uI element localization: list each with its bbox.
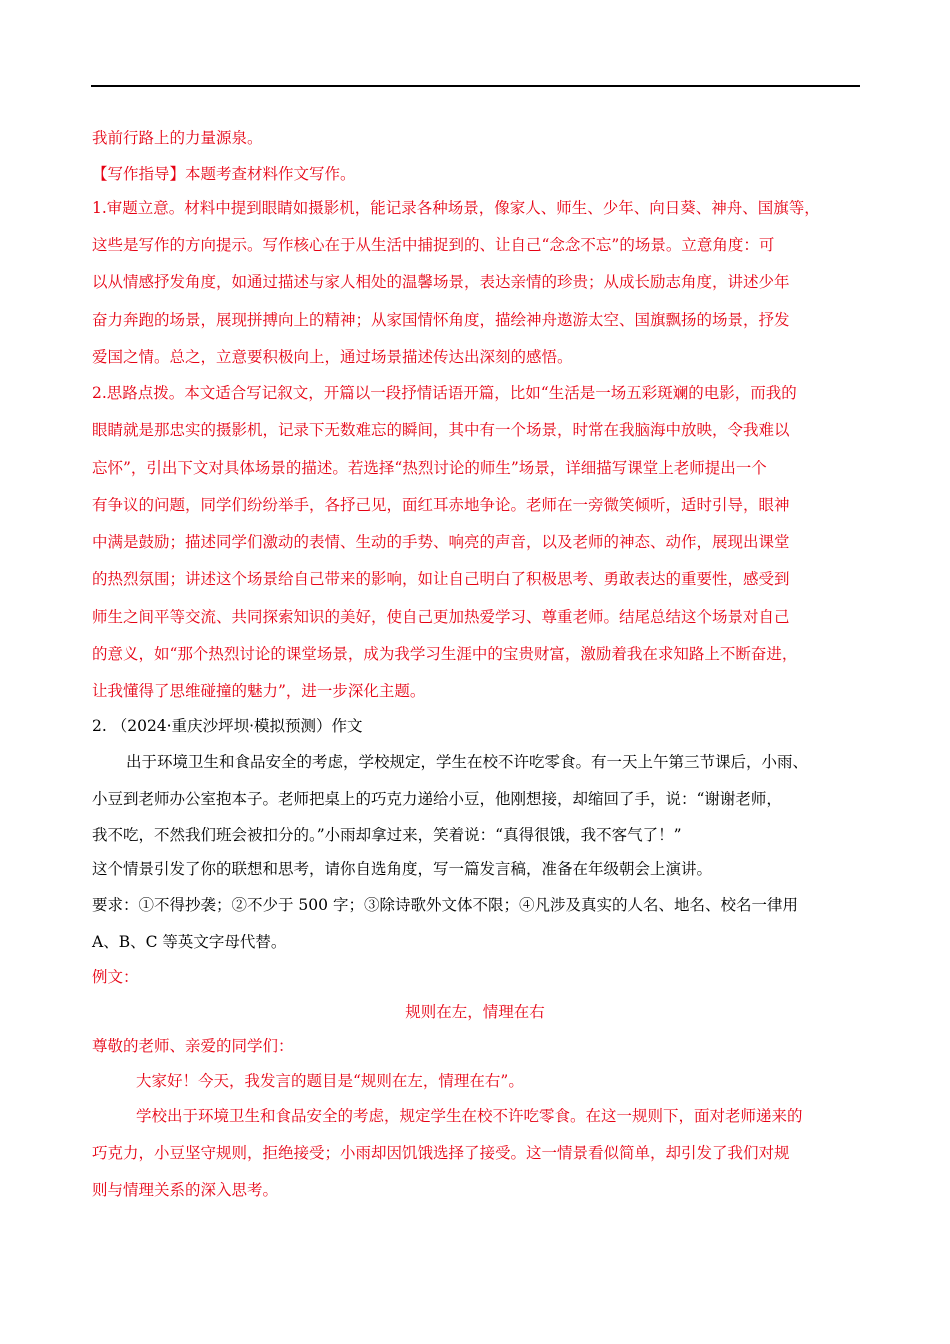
answer-text-line: 奋力奔跑的场景，展现拼搏向上的精神；从家国情怀角度，描绘神舟遨游太空、国旗飘扬的场景，抒发 [92, 311, 790, 329]
question-material-line: 我不吃，不然我们班会被扣分的。”小雨却拿过来，笑着说：“真得很饿，我不客气了！” [92, 826, 682, 844]
question-prompt-line: 这个情景引发了你的联想和思考，请你自选角度，写一篇发言稿，准备在年级朝会上演讲。 [92, 860, 713, 878]
question-material-line: 小豆到老师办公室抱本子。老师把桌上的巧克力递给小豆，他刚想接，却缩回了手，说：“谢谢老师， [92, 790, 782, 808]
answer-text-line: 1.审题立意。材料中提到眼睛如摄影机，能记录各种场景，像家人、师生、少年、向日葵、神舟、国旗等， [92, 199, 820, 217]
writing-guide-heading: 【写作指导】本题考查材料作文写作。 [92, 165, 356, 183]
answer-text-line: 有争议的问题，同学们纷纷举手，各抒己见，面红耳赤地争论。老师在一旁微笑倾听，适时引导，眼神 [92, 496, 790, 514]
answer-text-line: 忘怀”，引出下文对具体场景的描述。若选择“热烈讨论的师生”场景，详细描写课堂上老师提出一个 [92, 459, 767, 477]
example-paragraph-line: 大家好！今天，我发言的题目是“规则在左，情理在右”。 [136, 1072, 524, 1090]
answer-text-line: 以从情感抒发角度，如通过描述与家人相处的温馨场景，表达亲情的珍贵；从成长励志角度，讲述少年 [92, 273, 790, 291]
question-heading: 2. （2024·重庆沙坪坝·模拟预测）作文 [92, 717, 363, 735]
answer-text-line: 2.思路点拨。本文适合写记叙文，开篇以一段抒情话语开篇，比如“生活是一场五彩斑斓的电影，而我的 [92, 384, 797, 402]
answer-text-line: 中满是鼓励；描述同学们激动的表情、生动的手势、响亮的声音，以及老师的神态、动作，展现出课堂 [92, 533, 790, 551]
answer-text-line: 这些是写作的方向提示。写作核心在于从生活中捕捉到的、让自己“念念不忘”的场景。立意角度：可 [92, 236, 775, 254]
question-requirements-line: A、B、C 等英文字母代替。 [92, 933, 287, 951]
question-requirements-line: 要求：①不得抄袭；②不少于 500 字；③除诗歌外文体不限；④凡涉及真实的人名、地名、校名一律用 [92, 896, 798, 914]
answer-text-line: 爱国之情。总之，立意要积极向上，通过场景描述传达出深刻的感悟。 [92, 348, 573, 366]
answer-text-line: 眼睛就是那忠实的摄影机，记录下无数难忘的瞬间，其中有一个场景，时常在我脑海中放映，令我难以 [92, 421, 790, 439]
example-paragraph-line: 巧克力，小豆坚守规则，拒绝接受；小雨却因饥饿选择了接受。这一情景看似简单，却引发了我们对规 [92, 1144, 790, 1162]
example-paragraph-line: 学校出于环境卫生和食品安全的考虑，规定学生在校不许吃零食。在这一规则下，面对老师递来的 [136, 1107, 803, 1125]
question-material-line: 出于环境卫生和食品安全的考虑，学校规定，学生在校不许吃零食。有一天上午第三节课后，小雨、 [126, 753, 809, 771]
answer-text-line: 师生之间平等交流、共同探索知识的美好，使自己更加热爱学习、尊重老师。结尾总结这个场景对自己 [92, 608, 790, 626]
example-essay-title: 规则在左，情理在右 [405, 1003, 545, 1021]
answer-text-line: 的热烈氛围；讲述这个场景给自己带来的影响，如让自己明白了积极思考、勇敢表达的重要性，感受到 [92, 570, 790, 588]
answer-text-line: 的意义，如“那个热烈讨论的课堂场景，成为我学习生涯中的宝贵财富，激励着我在求知路上不断奋进， [92, 645, 798, 663]
answer-text-line: 让我懂得了思维碰撞的魅力”，进一步深化主题。 [92, 682, 426, 700]
example-label: 例文： [92, 968, 139, 986]
header-rule [91, 85, 860, 87]
example-salutation: 尊敬的老师、亲爱的同学们： [92, 1037, 294, 1055]
answer-text-line: 我前行路上的力量源泉。 [92, 129, 263, 147]
example-paragraph-line: 则与情理关系的深入思考。 [92, 1181, 279, 1199]
